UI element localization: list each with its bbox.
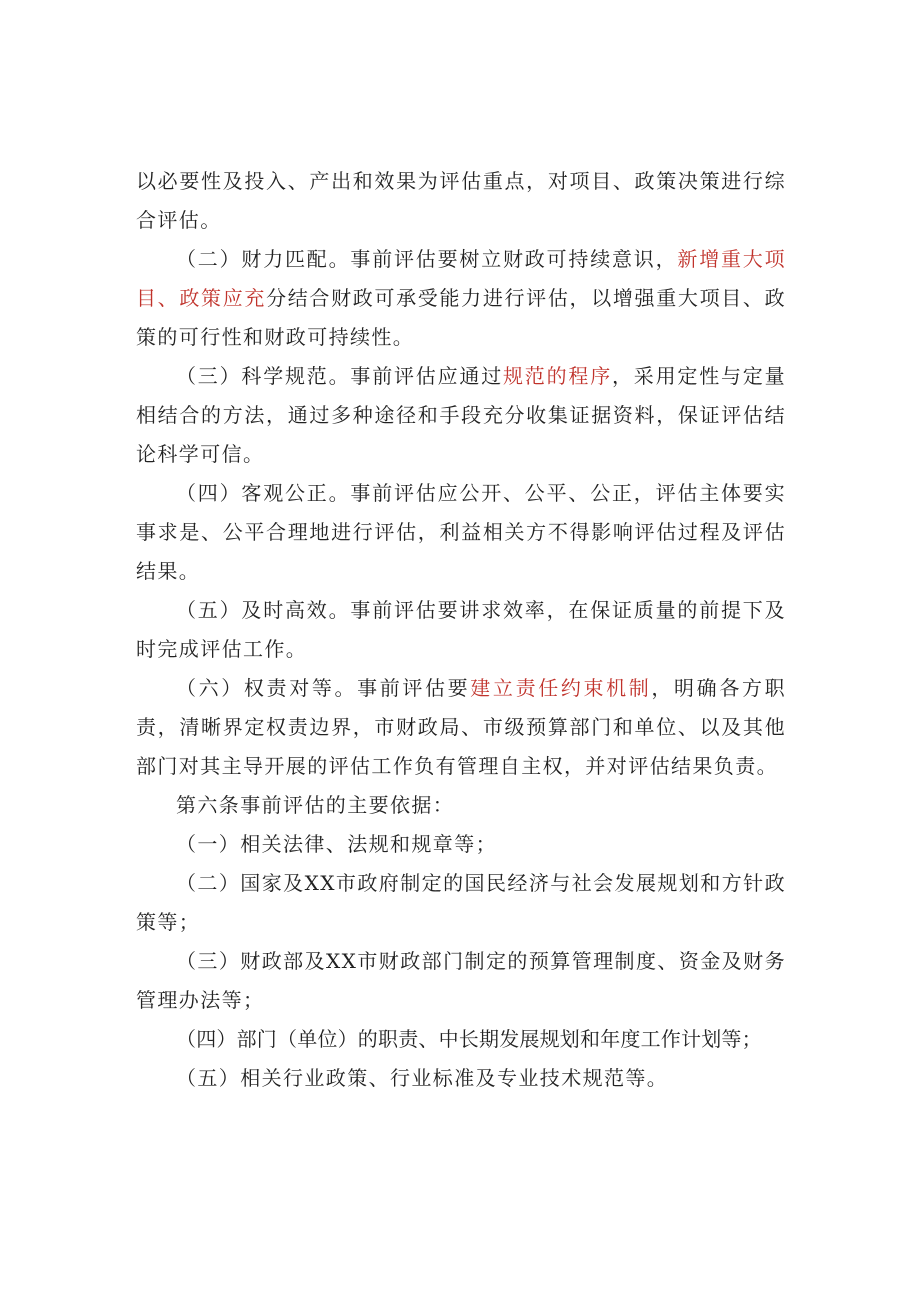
paragraph-financial-match [136,240,786,357]
paragraph-text: ，采用定性与定量相结合的方法，通过多种途径和手段充分收集证据资料，保证评估结论科学可信。 [136,364,786,466]
basis-item-5: （五）相关行业政策、行业标准及专业技术规范等。 [176,1066,669,1090]
basis-item-1: （一）相关法律、法规和规章等； [176,832,497,856]
basis-item-3: （三）财政部及XX市财政部门制定的预算管理制度、资金及财务管理办法等； [136,949,786,1012]
paragraph-text: 分结合财政可承受能力进行评估，以增强重大项目、政策的可行性和财政可持续性。 [136,286,786,349]
highlighted-text: 规范的程序 [503,364,612,388]
highlighted-text: 新增重大项目、政策应充 [136,247,787,310]
paragraph-text: （三）科学规范。事前评估应通过 [176,364,503,388]
paragraph-rights-responsibilities [136,669,786,786]
paragraph-scientific-standard [136,357,786,474]
paragraph-evaluation-focus: 以必要性及投入、产出和效果为评估重点，对项目、政策决策进行综合评估。 [136,169,786,232]
basis-item-4: （四）部门（单位）的职责、中长期发展规划和年度工作计划等； [176,1027,762,1051]
paragraph-text: ，明确各方职责，清晰界定权责边界，市财政局、市级预算部门和单位、以及其他部门对其主导开展的评估工作负有管理自主权，并对评估结果负责。 [136,676,786,778]
paragraph-objective-fair: （四）客观公正。事前评估应公开、公平、公正，评估主体要实事求是、公平合理地进行评估，利益相关方不得影响评估过程及评估结果。 [136,481,786,583]
basis-item-2: （二）国家及XX市政府制定的国民经济与社会发展规划和方针政策等； [136,871,786,934]
paragraph-text: （六）权责对等。事前评估要 [176,676,471,700]
document-body [136,162,786,1098]
highlighted-text: 建立责任约束机制 [470,676,652,700]
article-six-heading: 第六条事前评估的主要依据： [176,793,455,817]
paragraph-timely-efficient: （五）及时高效。事前评估要讲求效率，在保证质量的前提下及时完成评估工作。 [136,598,786,661]
paragraph-text: （二）财力匹配。事前评估要树立财政可持续意识， [176,247,678,271]
